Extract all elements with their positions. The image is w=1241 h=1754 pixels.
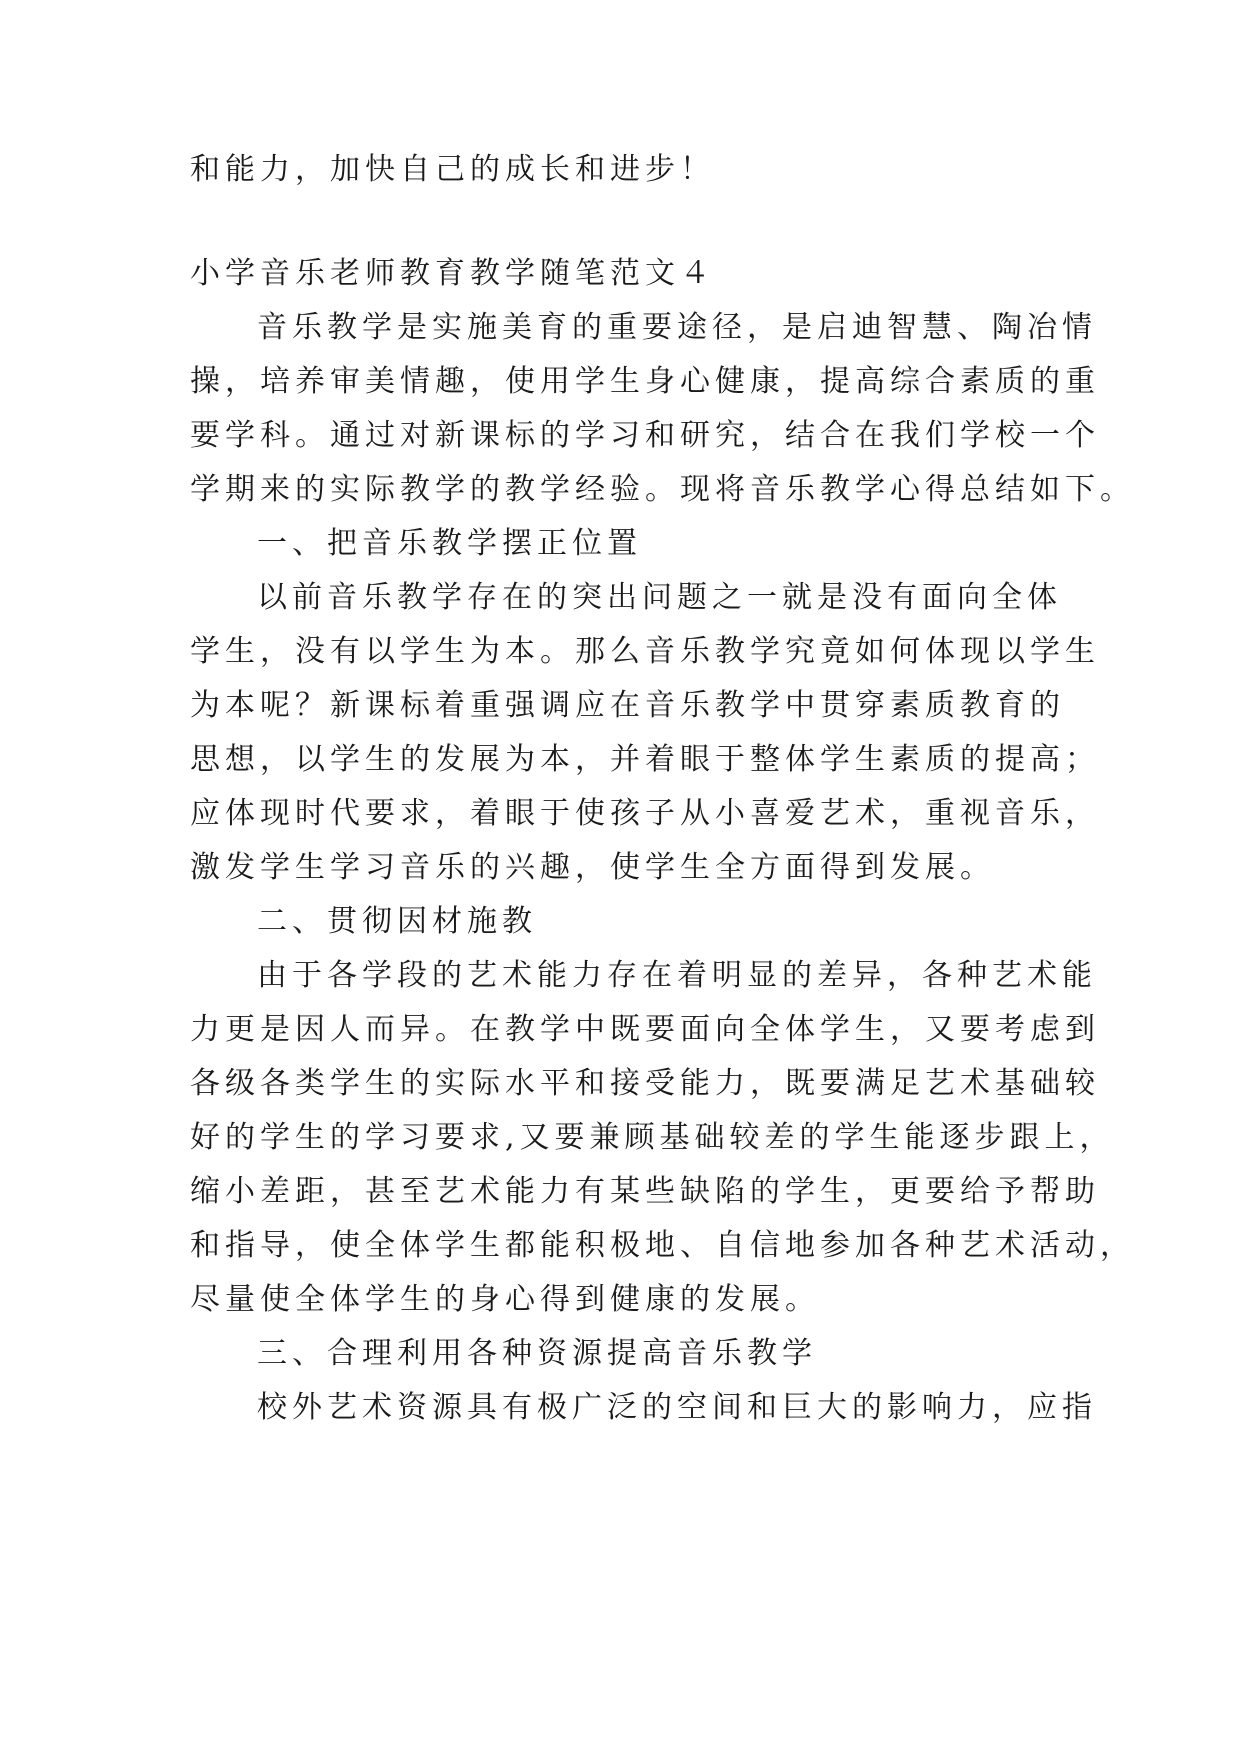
paragraph-line: 尽量使全体学生的身心得到健康的发展。 <box>190 1282 820 1317</box>
paragraph-line: 要学科。通过对新课标的学习和研究，结合在我们学校一个 <box>190 418 1100 453</box>
paragraph-line: 缩小差距，甚至艺术能力有某些缺陷的学生，更要给予帮助 <box>190 1174 1100 1209</box>
paragraph-line: 和指导，使全体学生都能积极地、自信地参加各种艺术活动， <box>190 1228 1135 1263</box>
paragraph-line: 由于各学段的艺术能力存在着明显的差异，各种艺术能 <box>257 958 1097 993</box>
section-title: 小学音乐老师教育教学随笔范文４ <box>190 256 715 291</box>
paragraph-line: 学生，没有以学生为本。那么音乐教学究竟如何体现以学生 <box>190 634 1100 669</box>
paragraph-line: 校外艺术资源具有极广泛的空间和巨大的影响力，应指 <box>257 1390 1097 1425</box>
paragraph-line: 以前音乐教学存在的突出问题之一就是没有面向全体 <box>257 580 1062 615</box>
subheading: 二、贯彻因材施教 <box>257 904 537 939</box>
paragraph-line: 学期来的实际教学的教学经验。现将音乐教学心得总结如下。 <box>190 472 1135 507</box>
paragraph-line: 为本呢？新课标着重强调应在音乐教学中贯穿素质教育的 <box>190 688 1065 723</box>
paragraph-line: 激发学生学习音乐的兴趣，使学生全方面得到发展。 <box>190 850 995 885</box>
continuation-line: 和能力，加快自己的成长和进步！ <box>190 152 715 187</box>
paragraph-line: 好的学生的学习要求,又要兼顾基础较差的学生能逐步跟上， <box>190 1120 1115 1155</box>
subheading: 三、合理利用各种资源提高音乐教学 <box>257 1336 817 1371</box>
paragraph-line: 思想，以学生的发展为本，并着眼于整体学生素质的提高； <box>190 742 1100 777</box>
paragraph-line: 音乐教学是实施美育的重要途径，是启迪智慧、陶冶情 <box>257 310 1097 345</box>
paragraph-line: 力更是因人而异。在教学中既要面向全体学生，又要考虑到 <box>190 1012 1100 1047</box>
paragraph-line: 应体现时代要求，着眼于使孩子从小喜爱艺术，重视音乐， <box>190 796 1100 831</box>
paragraph-line: 操，培养审美情趣，使用学生身心健康，提高综合素质的重 <box>190 364 1100 399</box>
subheading: 一、把音乐教学摆正位置 <box>257 526 642 561</box>
paragraph-line: 各级各类学生的实际水平和接受能力，既要满足艺术基础较 <box>190 1066 1100 1101</box>
